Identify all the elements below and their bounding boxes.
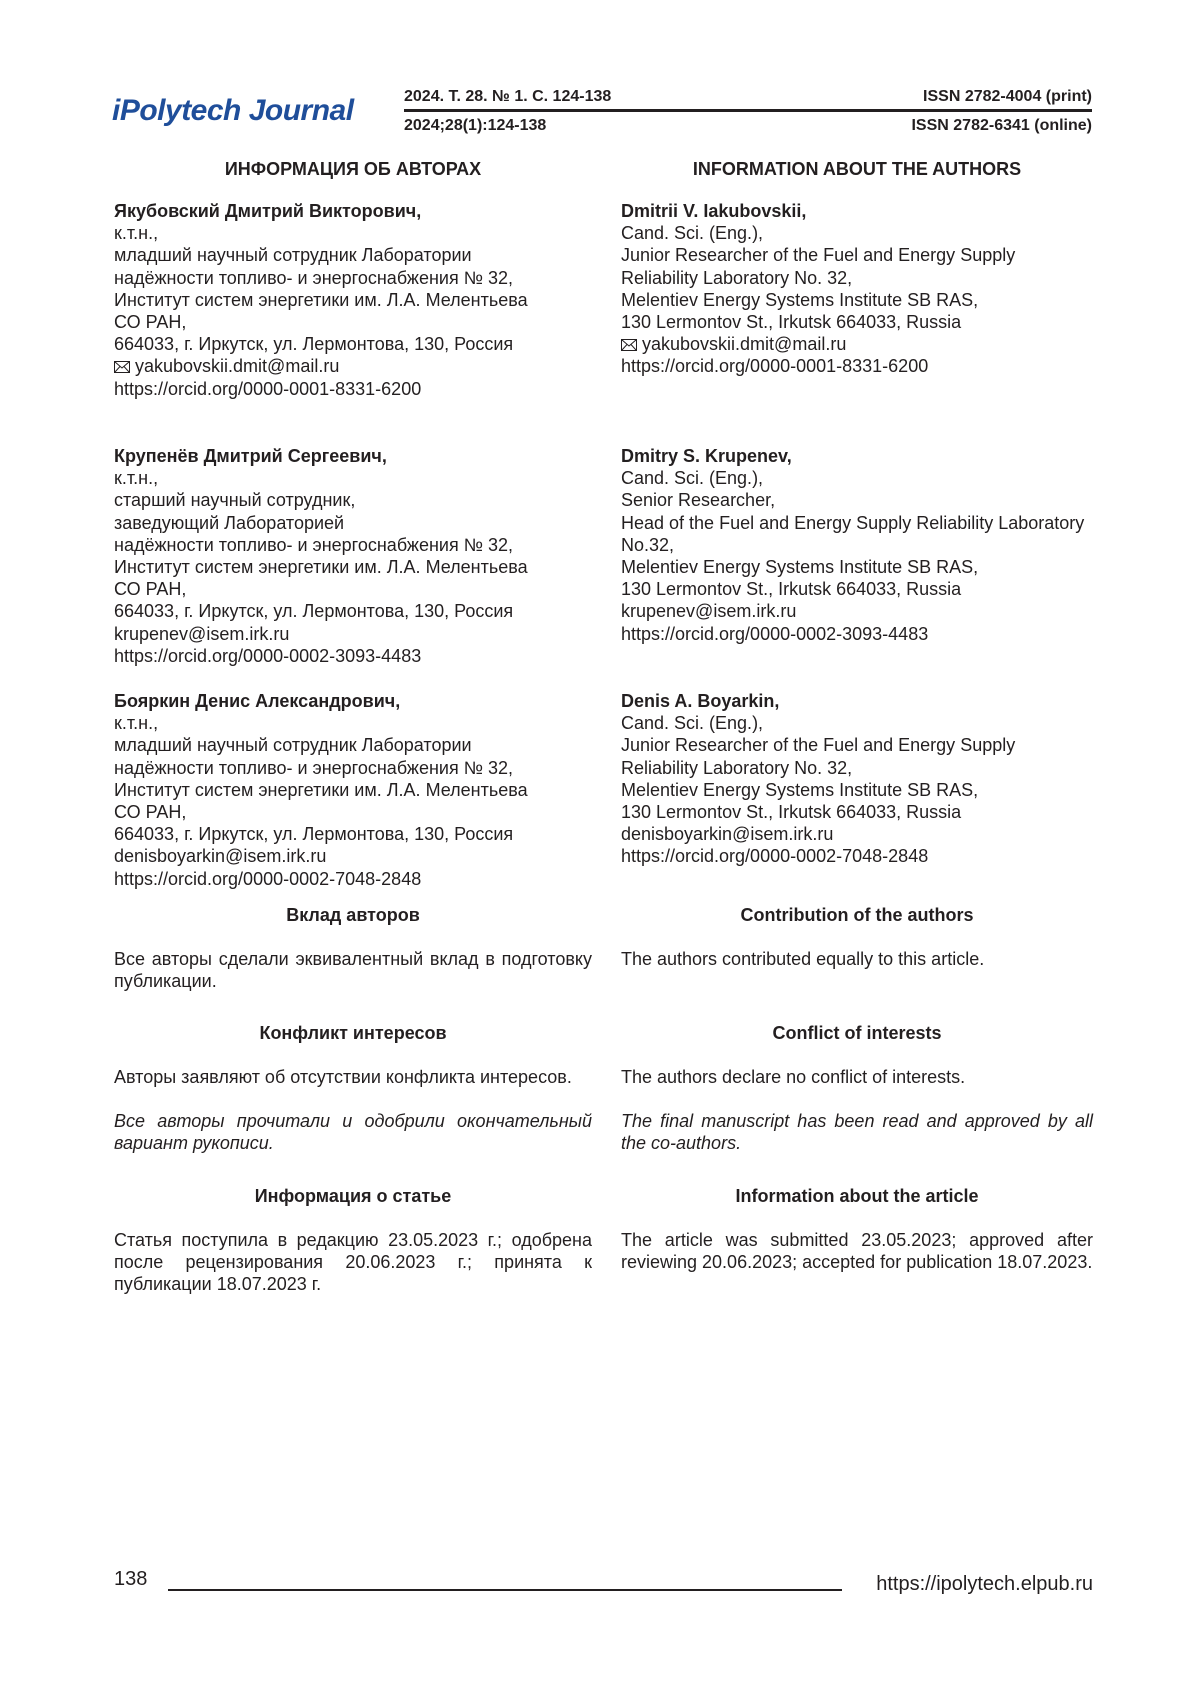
author-block-en-2 xyxy=(621,445,1093,645)
section-title: Конфликт интересов xyxy=(259,1023,447,1043)
author-line: Cand. Sci. (Eng.), xyxy=(621,713,764,734)
conflict-text-ru: Авторы заявляют об отсутствии конфликта интересов. xyxy=(114,1067,572,1087)
logo-text: iPolytech Journal xyxy=(112,94,354,127)
conflict-text-en: The authors declare no conflict of interests. xyxy=(621,1067,966,1087)
authors-section-title-ru xyxy=(114,158,592,180)
author-orcid[interactable]: https://orcid.org/0000-0001-8331-6200 xyxy=(114,378,422,399)
author-line: 130 Lermontov St., Irkutsk 664033, Russia xyxy=(621,312,962,333)
article-info-section-en xyxy=(621,1185,1093,1207)
section-title: Conflict of interests xyxy=(772,1023,942,1043)
author-orcid[interactable]: https://orcid.org/0000-0001-8331-6200 xyxy=(621,356,929,377)
author-name: Крупенёв Дмитрий Сергеевич, xyxy=(114,446,387,466)
article-info-text-en: The article was submitted 23.05.2023; approved after reviewing 20.06.2023; accepted for publication 18.07.2023. xyxy=(621,1230,1093,1273)
header-divider xyxy=(404,109,1092,112)
author-orcid[interactable]: https://orcid.org/0000-0002-3093-4483 xyxy=(114,645,422,666)
author-orcid[interactable]: https://orcid.org/0000-0002-7048-2848 xyxy=(621,846,929,867)
author-line: Junior Researcher of the Fuel and Energy Supply xyxy=(621,245,1016,266)
contribution-text-en: The authors contributed equally to this article. xyxy=(621,949,985,969)
author-line: к.т.н., xyxy=(114,713,159,734)
author-orcid[interactable]: https://orcid.org/0000-0002-7048-2848 xyxy=(114,868,422,889)
author-name: Якубовский Дмитрий Викторович, xyxy=(114,201,422,221)
author-block-ru-2 xyxy=(114,445,592,667)
author-line: Cand. Sci. (Eng.), xyxy=(621,468,764,489)
author-line: Melentiev Energy Systems Institute SB RAS, xyxy=(621,289,979,310)
author-line: 664033, г. Иркутск, ул. Лермонтова, 130, Россия xyxy=(114,601,514,622)
author-block-ru-3 xyxy=(114,690,592,890)
author-email-line xyxy=(114,355,592,377)
section-title: Contribution of the authors xyxy=(740,905,974,925)
citation-ru: 2024. Т. 28. № 1. С. 124-138 xyxy=(404,88,612,105)
conflict-section-ru xyxy=(114,1022,592,1044)
author-line: 664033, г. Иркутск, ул. Лермонтова, 130, Россия xyxy=(114,824,514,845)
envelope-icon xyxy=(114,361,130,373)
contribution-section-ru xyxy=(114,904,592,926)
author-block-en-1 xyxy=(621,200,1093,378)
author-name: Dmitry S. Krupenev, xyxy=(621,446,792,466)
author-line: Junior Researcher of the Fuel and Energy Supply xyxy=(621,735,1016,756)
author-line: Reliability Laboratory No. 32, xyxy=(621,757,853,778)
author-line: СО РАН, xyxy=(114,802,187,823)
author-line: надёжности топливо- и энергоснабжения № 32, xyxy=(114,267,514,288)
authors-section-title-en xyxy=(621,158,1093,180)
conflict-section-en xyxy=(621,1022,1093,1044)
journal-header xyxy=(112,86,1092,138)
envelope-icon xyxy=(621,339,637,351)
author-line: СО РАН, xyxy=(114,579,187,600)
author-line: надёжности топливо- и энергоснабжения № 32, xyxy=(114,757,514,778)
contribution-section-en xyxy=(621,904,1093,926)
section-title: Информация о статье xyxy=(254,1186,452,1206)
author-line: старший научный сотрудник, xyxy=(114,490,356,511)
author-email-line xyxy=(621,333,1093,355)
author-line: Reliability Laboratory No. 32, xyxy=(621,267,853,288)
author-line: Cand. Sci. (Eng.), xyxy=(621,223,764,244)
author-block-en-3 xyxy=(621,690,1093,868)
author-line: Melentiev Energy Systems Institute SB RAS, xyxy=(621,779,979,800)
page-number: 138 xyxy=(114,1568,148,1590)
author-line: 664033, г. Иркутск, ул. Лермонтова, 130, Россия xyxy=(114,334,514,355)
issn-print: ISSN 2782-4004 (print) xyxy=(923,88,1092,105)
journal-logo xyxy=(112,94,354,128)
contribution-text-ru: Все авторы сделали эквивалентный вклад в подготовку публикации. xyxy=(114,949,592,992)
section-title: Information about the article xyxy=(735,1186,979,1206)
author-line: Институт систем энергетики им. Л.А. Мелентьева xyxy=(114,779,528,800)
issn-online: ISSN 2782-6341 (online) xyxy=(911,117,1092,134)
author-line: 130 Lermontov St., Irkutsk 664033, Russia xyxy=(621,802,962,823)
author-line: Институт систем энергетики им. Л.А. Мелентьева xyxy=(114,557,528,578)
author-email[interactable]: denisboyarkin@isem.irk.ru xyxy=(114,846,327,867)
author-name: Dmitrii V. Iakubovskii, xyxy=(621,201,807,221)
author-email[interactable]: krupenev@isem.irk.ru xyxy=(621,601,797,622)
author-line: 130 Lermontov St., Irkutsk 664033, Russia xyxy=(621,579,962,600)
approval-text-en: The final manuscript has been read and approved by all the co-authors. xyxy=(621,1111,1093,1154)
author-name: Denis A. Boyarkin, xyxy=(621,691,780,711)
author-email[interactable]: yakubovskii.dmit@mail.ru xyxy=(642,334,847,355)
section-title: ИНФОРМАЦИЯ ОБ АВТОРАХ xyxy=(224,159,482,179)
author-orcid[interactable]: https://orcid.org/0000-0002-3093-4483 xyxy=(621,623,929,644)
author-line: к.т.н., xyxy=(114,223,159,244)
author-email[interactable]: krupenev@isem.irk.ru xyxy=(114,623,290,644)
author-line: заведующий Лабораторией xyxy=(114,512,345,533)
author-line: Senior Researcher, xyxy=(621,490,776,511)
approval-text-ru: Все авторы прочитали и одобрили окончательный вариант рукописи. xyxy=(114,1111,592,1154)
author-line: к.т.н., xyxy=(114,468,159,489)
article-info-text-ru: Статья поступила в редакцию 23.05.2023 г.; одобрена после рецензирования 20.06.2023 г.; принята к публикации 18.07.2023 г. xyxy=(114,1230,592,1295)
author-block-ru-1 xyxy=(114,200,592,400)
author-line: младший научный сотрудник Лаборатории xyxy=(114,735,472,756)
section-title: Вклад авторов xyxy=(286,905,420,925)
author-line: надёжности топливо- и энергоснабжения № 32, xyxy=(114,534,514,555)
author-line: Melentiev Energy Systems Institute SB RAS, xyxy=(621,557,979,578)
footer-divider xyxy=(168,1589,842,1591)
author-email[interactable]: denisboyarkin@isem.irk.ru xyxy=(621,824,834,845)
section-title: INFORMATION ABOUT THE AUTHORS xyxy=(692,159,1022,179)
author-line: Head of the Fuel and Energy Supply Reliability Laboratory xyxy=(621,512,1085,533)
author-line: No.32, xyxy=(621,534,675,555)
author-line: младший научный сотрудник Лаборатории xyxy=(114,245,472,266)
citation-en: 2024;28(1):124-138 xyxy=(404,117,547,134)
journal-url[interactable]: https://ipolytech.elpub.ru xyxy=(876,1573,1093,1595)
author-line: СО РАН, xyxy=(114,312,187,333)
author-line: Институт систем энергетики им. Л.А. Мелентьева xyxy=(114,289,528,310)
author-name: Бояркин Денис Александрович, xyxy=(114,691,401,711)
article-info-section-ru xyxy=(114,1185,592,1207)
author-email[interactable]: yakubovskii.dmit@mail.ru xyxy=(135,356,340,377)
